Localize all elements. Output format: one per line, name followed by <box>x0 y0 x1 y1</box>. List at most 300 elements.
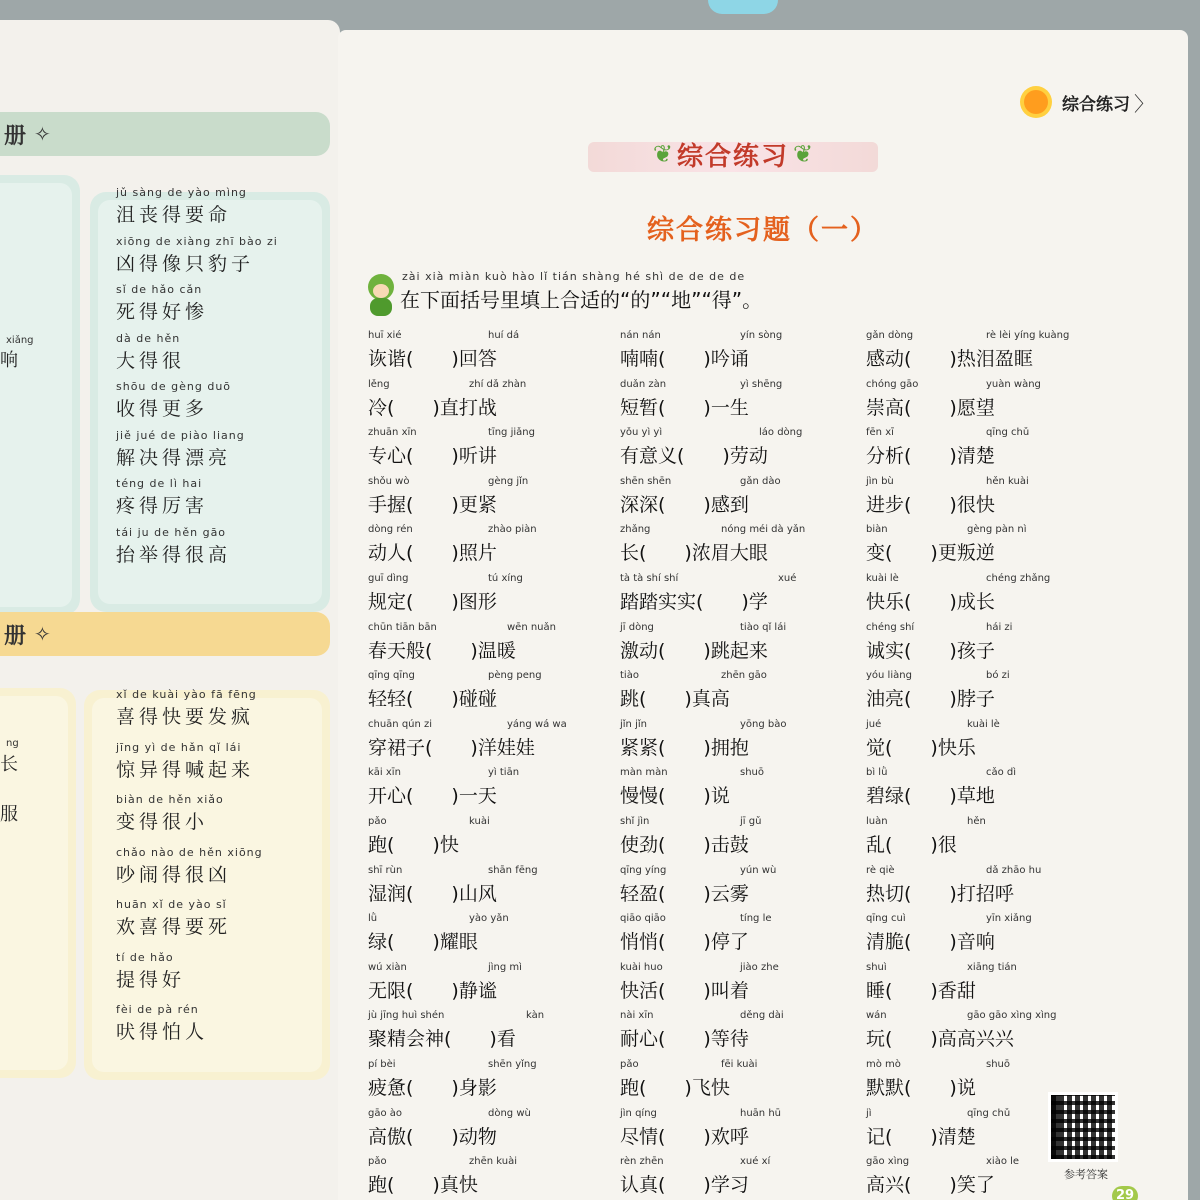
exercise-item <box>620 1108 870 1149</box>
exercise-pinyin <box>866 913 1116 927</box>
exercise-item <box>368 865 618 906</box>
pinyin-before: rè qiè <box>866 864 895 876</box>
pinyin-after: dòng wù <box>488 1107 531 1119</box>
pinyin-before: duǎn zàn <box>620 378 667 390</box>
pinyin-after: xué <box>778 573 797 584</box>
idiom-item <box>116 283 208 324</box>
pinyin-after: shān fēng <box>488 864 538 876</box>
exercise-pinyin <box>620 427 870 441</box>
idiom-item <box>116 380 231 421</box>
pinyin-after: yào yǎn <box>469 913 509 925</box>
exercise-text[interactable]: 尽情( )欢呼 <box>620 1125 749 1148</box>
exercise-pinyin <box>620 622 870 636</box>
exercise-item <box>368 913 618 954</box>
exercise-text[interactable]: 穿裙子( )洋娃娃 <box>368 736 535 759</box>
exercise-pinyin <box>620 1010 870 1024</box>
pinyin-before: wán <box>866 1010 887 1022</box>
pinyin-after: nóng méi dà yǎn <box>721 524 806 536</box>
exercise-text[interactable]: 跑( )快 <box>368 834 459 856</box>
pinyin-after: shēn yǐng <box>488 1059 537 1070</box>
exercise-item <box>368 719 618 760</box>
mascot-icon <box>366 274 396 316</box>
pinyin-before: jì <box>866 1107 872 1119</box>
pinyin-after: xiāng tián <box>967 961 1017 973</box>
exercise-pinyin <box>368 476 618 490</box>
exercise-item <box>866 719 1116 760</box>
pinyin-after: kàn <box>526 1010 545 1022</box>
exercise-item <box>620 1059 870 1100</box>
exercise-text[interactable]: 紧紧( )拥抱 <box>620 736 749 759</box>
exercise-item <box>368 1059 618 1100</box>
fragment-pinyin: ng <box>6 738 19 749</box>
exercise-pinyin <box>620 962 870 976</box>
pinyin-before: jìn qíng <box>620 1107 657 1119</box>
pinyin-after: zhào piàn <box>488 524 537 536</box>
pinyin-before: fēn xī <box>866 427 894 439</box>
pinyin-before: qīng yíng <box>620 864 667 876</box>
pinyin-before: lěng <box>368 378 390 390</box>
pinyin-after: gèng pàn nì <box>967 524 1027 536</box>
exercise-pinyin <box>620 670 870 684</box>
idiom-pinyin: xǐ de kuài yào fā fēng <box>116 688 257 701</box>
pinyin-before: qīng qīng <box>368 670 415 682</box>
exercise-item <box>866 622 1116 663</box>
exercise-pinyin <box>866 476 1116 490</box>
right-page <box>338 30 1188 1200</box>
exercise-pinyin <box>620 379 870 393</box>
exercise-pinyin <box>866 622 1116 636</box>
header-tag <box>1016 82 1154 122</box>
exercise-text[interactable]: 跑( )真快 <box>368 1174 478 1197</box>
exercise-text[interactable]: 高傲( )动物 <box>368 1125 497 1148</box>
instruction-pinyin: zài xià miàn kuò hào lǐ tián shàng hé shì de de de de <box>402 270 746 283</box>
pinyin-before: chūn tiān bān <box>368 621 437 633</box>
exercise-item <box>620 816 870 857</box>
exercise-pinyin <box>368 427 618 441</box>
pinyin-before: jué <box>866 718 882 730</box>
exercise-item <box>368 670 618 711</box>
exercise-item <box>866 427 1116 468</box>
pinyin-after: shuō <box>986 1059 1011 1070</box>
idiom-item <box>116 429 245 470</box>
sprout-icon: ❦ <box>793 140 814 168</box>
exercise-text[interactable]: 无限( )静谧 <box>368 979 497 1002</box>
idiom-text: 大得很 <box>116 349 186 372</box>
pinyin-after: jī gǔ <box>740 816 762 827</box>
exercise-item <box>368 330 618 371</box>
idiom-item <box>116 526 231 567</box>
pinyin-after: hái zi <box>986 621 1013 633</box>
exercise-pinyin <box>620 816 870 830</box>
exercise-item <box>620 622 870 663</box>
exercise-item <box>368 476 618 517</box>
exercise-pinyin <box>368 1010 618 1024</box>
exercise-pinyin <box>368 524 618 538</box>
qr-label: 参考答案 <box>1064 1168 1108 1181</box>
pinyin-after: gǎn dào <box>740 475 781 487</box>
exercise-item <box>620 427 870 468</box>
exercise-item <box>866 865 1116 906</box>
pinyin-after: hěn kuài <box>986 475 1029 487</box>
idiom-pinyin: jiě jué de piào liang <box>116 428 245 442</box>
pinyin-before: gǎn dòng <box>866 330 914 341</box>
pinyin-before: pǎo <box>620 1059 639 1070</box>
exercise-pinyin <box>368 1059 618 1073</box>
idiom-text: 变得很小 <box>116 811 209 833</box>
instruction-text: 在下面括号里填上合适的“的”“地”“得”。 <box>400 288 763 312</box>
pinyin-after: gāo gāo xìng xìng <box>967 1010 1057 1022</box>
exercise-item <box>368 767 618 808</box>
exercise-item <box>368 962 618 1003</box>
exercise-text[interactable]: 玩( )高高兴兴 <box>866 1028 1014 1051</box>
pinyin-after: pèng peng <box>488 670 542 682</box>
exercise-text[interactable]: 踏踏实实( )学 <box>620 591 768 613</box>
idiom-text: 解决得漂亮 <box>116 446 232 469</box>
idiom-item <box>116 898 231 939</box>
sparkle-icon: ✧ <box>34 122 51 146</box>
exercise-text[interactable]: 进步( )很快 <box>866 493 995 516</box>
exercise-text[interactable]: 变( )更叛逆 <box>866 542 995 565</box>
exercise-pinyin <box>620 524 870 538</box>
exercise-pinyin <box>866 670 1116 684</box>
exercise-text[interactable]: 手握( )更紧 <box>368 493 497 516</box>
idiom-pinyin: tái ju de hěn gāo <box>116 525 227 539</box>
exercise-item <box>620 573 870 614</box>
idiom-pinyin: téng de lì hai <box>116 477 203 490</box>
header-tag-label: 综合练习 <box>1062 94 1130 115</box>
pinyin-after: huí dá <box>488 330 520 341</box>
pinyin-before: kāi xīn <box>368 767 401 779</box>
pinyin-after: gèng jǐn <box>488 475 529 487</box>
pinyin-after: huān hū <box>740 1107 781 1119</box>
exercise-pinyin <box>368 962 618 976</box>
pinyin-before: qiāo qiāo <box>620 913 666 925</box>
pinyin-after: kuài lè <box>967 718 1000 730</box>
pinyin-after: yōng bào <box>740 718 787 730</box>
idiom-pinyin: dà de hěn <box>116 331 181 345</box>
pinyin-after: zhēn gāo <box>721 670 767 682</box>
pinyin-before: zhuān xīn <box>368 427 417 439</box>
pinyin-before: jī dòng <box>620 621 654 633</box>
exercise-text[interactable]: 规定( )图形 <box>368 591 497 613</box>
pinyin-after: yì tiān <box>488 767 520 779</box>
pinyin-before: lǜ <box>368 913 378 925</box>
decorative-tab <box>708 0 778 14</box>
exercise-text[interactable]: 分析( )清楚 <box>866 445 995 468</box>
exercise-text[interactable]: 认真( )学习 <box>620 1174 749 1197</box>
exercise-pinyin <box>368 1156 618 1170</box>
pinyin-before: shēn shēn <box>620 475 672 487</box>
pinyin-after: tú xíng <box>488 573 523 584</box>
exercise-pinyin <box>368 913 618 927</box>
exercise-text[interactable]: 动人( )照片 <box>368 542 497 565</box>
exercise-pinyin <box>866 767 1116 781</box>
exercise-text[interactable]: 睡( )香甜 <box>866 979 976 1002</box>
pinyin-after: xué xí <box>740 1156 771 1168</box>
idiom-text: 吵闹得很凶 <box>116 863 232 886</box>
exercise-pinyin <box>620 1156 870 1170</box>
exercise-text[interactable]: 乱( )很 <box>866 834 957 856</box>
exercise-pinyin <box>368 330 618 344</box>
pinyin-after: jìng mì <box>488 961 522 973</box>
exercise-item <box>866 1010 1116 1051</box>
exercise-pinyin <box>368 719 618 733</box>
idiom-text: 死得好惨 <box>116 301 209 323</box>
sprout-icon: ❦ <box>652 140 673 168</box>
pinyin-before: shǐ jìn <box>620 816 650 827</box>
idiom-text: 欢喜得要死 <box>116 916 232 938</box>
exercise-item <box>368 1108 618 1149</box>
pinyin-before: shī rùn <box>368 864 403 876</box>
pinyin-after: yáng wá wa <box>507 718 567 730</box>
exercise-pinyin <box>866 330 1116 344</box>
exercise-item <box>368 1156 618 1197</box>
exercise-item <box>866 476 1116 517</box>
pinyin-after: dǎ zhāo hu <box>986 864 1042 876</box>
exercise-text[interactable]: 专心( )听讲 <box>368 445 497 468</box>
exercise-text[interactable]: 有意义( )劳动 <box>620 445 768 468</box>
exercise-pinyin <box>368 379 618 393</box>
exercise-pinyin <box>866 816 1116 830</box>
pinyin-after: tīng jiǎng <box>488 427 535 439</box>
pinyin-after: zhí dǎ zhàn <box>469 378 527 390</box>
pinyin-before: nài xīn <box>620 1010 654 1022</box>
idiom-item <box>116 477 208 518</box>
idiom-pinyin: shōu de gèng duō <box>116 380 232 393</box>
sparkle-icon: ✧ <box>34 622 51 646</box>
chevron-right-icon: 〉 <box>1134 91 1154 116</box>
pinyin-before: mò mò <box>866 1059 901 1070</box>
section-header-yellow <box>0 612 330 656</box>
pinyin-before: pǎo <box>368 1156 387 1168</box>
idiom-pinyin: fèi de pà rén <box>116 1003 199 1016</box>
exercise-text[interactable]: 清脆( )音响 <box>866 931 995 954</box>
exercise-pinyin <box>620 1059 870 1073</box>
exercise-text[interactable]: 短暂( )一生 <box>620 396 749 419</box>
idiom-pinyin: jīng yì de hǎn qǐ lái <box>116 740 242 754</box>
pinyin-after: jiào zhe <box>740 961 779 973</box>
pinyin-after: cǎo dì <box>986 767 1017 779</box>
pinyin-before: chuān qún zi <box>368 718 433 730</box>
exercise-text[interactable]: 激动( )跳起来 <box>620 639 768 662</box>
idiom-text: 凶得像只豹子 <box>116 252 255 275</box>
pinyin-after: tiào qǐ lái <box>740 621 787 633</box>
exercise-text[interactable]: 耐心( )等待 <box>620 1028 749 1051</box>
pinyin-before: bì lǜ <box>866 767 888 779</box>
idiom-text: 收得更多 <box>116 398 209 420</box>
idiom-item <box>116 332 185 373</box>
idiom-item <box>116 688 257 729</box>
pinyin-before: gāo xìng <box>866 1156 910 1168</box>
exercise-pinyin <box>620 719 870 733</box>
exercise-item <box>620 476 870 517</box>
exercise-text[interactable]: 诚实( )孩子 <box>866 639 995 662</box>
idiom-pinyin: xiōng de xiàng zhī bào zi <box>116 234 278 248</box>
exercise-text[interactable]: 轻盈( )云雾 <box>620 882 749 905</box>
exercise-pinyin <box>368 1108 618 1122</box>
pinyin-after: děng dài <box>740 1010 784 1022</box>
exercise-item <box>620 1010 870 1051</box>
idiom-item <box>116 793 224 834</box>
exercise-item <box>368 622 618 663</box>
section-header-green <box>0 112 330 156</box>
idiom-item <box>116 186 247 227</box>
exercise-pinyin <box>368 670 618 684</box>
exercise-pinyin <box>866 719 1116 733</box>
qr-code[interactable] <box>1048 1092 1118 1162</box>
pinyin-after: kuài <box>469 816 490 827</box>
exercise-text[interactable]: 崇高( )愿望 <box>866 396 995 419</box>
exercise-item <box>866 524 1116 565</box>
exercise-pinyin <box>620 476 870 490</box>
exercise-item <box>368 573 618 614</box>
idiom-text: 吠得怕人 <box>116 1021 209 1043</box>
exercise-item <box>866 962 1116 1003</box>
exercise-pinyin <box>620 865 870 879</box>
exercise-text[interactable]: 快活( )叫着 <box>620 979 749 1002</box>
exercise-pinyin <box>620 767 870 781</box>
pinyin-before: gāo ào <box>368 1107 403 1119</box>
exercise-pinyin <box>620 1108 870 1122</box>
pinyin-before: zhǎng <box>620 524 651 536</box>
exercise-item <box>620 865 870 906</box>
pinyin-before: dòng rén <box>368 524 413 536</box>
exercise-text[interactable]: 快乐( )成长 <box>866 591 995 613</box>
pinyin-before: kuài huo <box>620 961 663 973</box>
pinyin-before: màn màn <box>620 767 668 779</box>
exercise-text[interactable]: 湿润( )山风 <box>368 882 497 905</box>
idiom-text: 抬举得很高 <box>116 543 232 566</box>
exercise-item <box>620 379 870 420</box>
page-number: 29 <box>1112 1186 1138 1200</box>
exercise-pinyin <box>368 573 618 587</box>
exercise-pinyin <box>866 379 1116 393</box>
exercise-text[interactable]: 跳( )真高 <box>620 688 730 711</box>
pinyin-after: fēi kuài <box>721 1059 758 1070</box>
exercise-text[interactable]: 默默( )说 <box>866 1077 976 1099</box>
section-banner <box>588 132 878 176</box>
exercise-pinyin <box>866 865 1116 879</box>
exercise-item <box>866 330 1116 371</box>
pinyin-before: chéng shí <box>866 621 915 633</box>
exercise-item <box>866 767 1116 808</box>
section-header-label: 册 <box>4 623 27 649</box>
exercise-text[interactable]: 悄悄( )停了 <box>620 931 749 954</box>
exercise-text[interactable]: 长( )浓眉大眼 <box>620 542 768 565</box>
exercise-text[interactable]: 使劲( )击鼓 <box>620 834 749 856</box>
exercise-text[interactable]: 开心( )一天 <box>368 785 497 808</box>
pinyin-after: yún wù <box>740 864 777 876</box>
idiom-pinyin: huān xǐ de yào sǐ <box>116 898 227 911</box>
exercise-text[interactable]: 冷( )直打战 <box>368 396 497 419</box>
idiom-item <box>116 846 263 887</box>
idiom-text: 提得好 <box>116 968 186 991</box>
exercise-text[interactable]: 热切( )打招呼 <box>866 882 1014 905</box>
exercise-text[interactable]: 春天般( )温暖 <box>368 639 516 662</box>
exercise-pinyin <box>620 573 870 587</box>
instruction <box>400 270 762 313</box>
exercise-item <box>866 573 1116 614</box>
pinyin-before: jìn bù <box>866 475 894 487</box>
pinyin-before: rèn zhēn <box>620 1156 664 1168</box>
fragment-text: 服 <box>0 804 18 825</box>
idiom-item <box>116 1003 208 1044</box>
idiom-text: 疼得厉害 <box>116 495 209 517</box>
exercise-item <box>368 524 618 565</box>
exercise-item <box>368 379 618 420</box>
pinyin-after: shuō <box>740 767 765 779</box>
exercise-text[interactable]: 深深( )感到 <box>620 493 749 516</box>
pinyin-after: yuàn wàng <box>986 378 1041 390</box>
pinyin-before: shuì <box>866 961 887 973</box>
idiom-text: 沮丧得要命 <box>116 204 232 226</box>
exercise-text[interactable]: 聚精会神( )看 <box>368 1028 516 1051</box>
exercise-text[interactable]: 诙谐( )回答 <box>368 348 497 370</box>
green-panel-left <box>0 175 80 615</box>
exercise-text[interactable]: 慢慢( )说 <box>620 785 730 808</box>
left-page <box>0 20 340 1200</box>
exercise-text[interactable]: 轻轻( )碰碰 <box>368 688 497 711</box>
exercise-text[interactable]: 绿( )耀眼 <box>368 931 478 954</box>
idiom-text: 喜得快要发疯 <box>116 706 255 728</box>
pinyin-after: tíng le <box>740 913 772 925</box>
pinyin-after: hěn <box>967 816 986 827</box>
exercise-item <box>620 524 870 565</box>
exercise-text[interactable]: 疲惫( )身影 <box>368 1077 497 1099</box>
exercise-pinyin <box>368 816 618 830</box>
exercise-item <box>866 913 1116 954</box>
pinyin-after: bó zi <box>986 670 1010 682</box>
exercise-text[interactable]: 跑( )飞快 <box>620 1077 730 1099</box>
fragment-pinyin: xiǎng <box>6 335 34 346</box>
exercise-pinyin <box>368 767 618 781</box>
pinyin-before: pí bèi <box>368 1059 396 1070</box>
exercise-pinyin <box>368 865 618 879</box>
pinyin-after: xiào le <box>986 1156 1020 1168</box>
idiom-item <box>116 235 278 276</box>
pinyin-before: nán nán <box>620 330 661 341</box>
exercise-text[interactable]: 油亮( )脖子 <box>866 688 995 711</box>
exercise-text[interactable]: 记( )清楚 <box>866 1125 976 1148</box>
exercise-item <box>368 427 618 468</box>
pinyin-after: yín sòng <box>740 330 783 341</box>
pinyin-after: qīng chǔ <box>986 427 1030 439</box>
exercise-item <box>368 816 618 857</box>
exercise-item <box>866 816 1116 857</box>
pinyin-before: yóu liàng <box>866 670 912 682</box>
exercise-item <box>866 379 1116 420</box>
exercise-pinyin <box>866 524 1116 538</box>
idiom-pinyin: jǔ sàng de yào mìng <box>116 186 247 199</box>
exercise-pinyin <box>368 622 618 636</box>
exercise-item <box>866 670 1116 711</box>
exercise-text[interactable]: 觉( )快乐 <box>866 736 976 759</box>
exercise-pinyin <box>620 913 870 927</box>
pinyin-before: kuài lè <box>866 573 899 584</box>
pinyin-before: luàn <box>866 816 888 827</box>
exercise-pinyin <box>866 962 1116 976</box>
pinyin-after: zhēn kuài <box>469 1156 517 1168</box>
exercise-text[interactable]: 碧绿( )草地 <box>866 785 995 808</box>
pinyin-before: yǒu yì yì <box>620 427 663 439</box>
exercise-text[interactable]: 感动( )热泪盈眶 <box>866 348 1033 370</box>
exercise-text[interactable]: 高兴( )笑了 <box>866 1174 995 1197</box>
pinyin-before: qīng cuì <box>866 913 906 925</box>
idiom-pinyin: sǐ de hǎo cǎn <box>116 283 203 296</box>
pinyin-before: pǎo <box>368 816 387 827</box>
exercise-text[interactable]: 喃喃( )吟诵 <box>620 348 749 370</box>
pinyin-after: yīn xiǎng <box>986 913 1032 925</box>
